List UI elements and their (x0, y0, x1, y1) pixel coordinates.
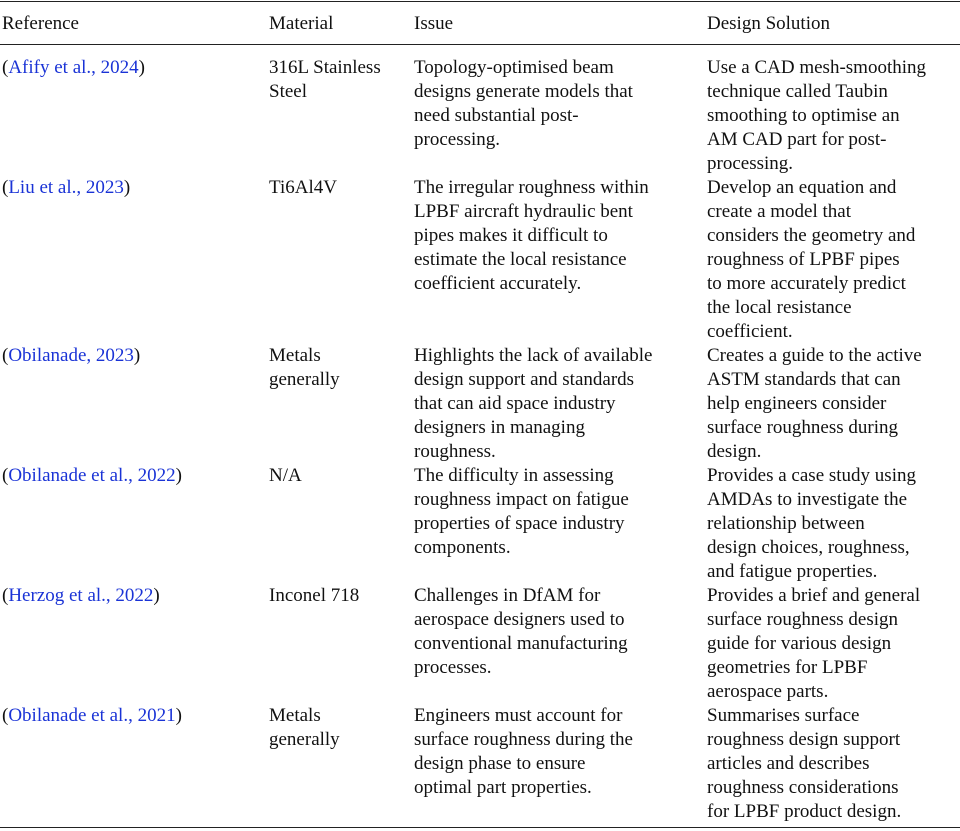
issue-cell-line: pipes makes it difficult to (414, 225, 608, 246)
table-header-rule (0, 44, 960, 45)
issue-cell-line: roughness. (414, 441, 496, 462)
solution-cell-line: Provides a brief and general (707, 585, 921, 606)
reference-close-paren: ) (175, 705, 182, 726)
issue-cell-line: designs generate models that (414, 81, 633, 102)
citation-link[interactable]: Obilanade et al., 2022 (8, 465, 176, 486)
reference-cell (2, 56, 260, 80)
material-cell-line: Steel (269, 81, 307, 102)
solution-cell-line: surface roughness during (707, 417, 899, 438)
issue-cell (414, 344, 714, 464)
issue-cell-line: The irregular roughness within (414, 177, 649, 198)
material-cell-line: 316L Stainless (269, 57, 381, 78)
citation-link[interactable]: Obilanade, 2023 (8, 345, 134, 366)
reference-cell (2, 344, 260, 368)
material-cell (269, 56, 422, 104)
reference-cell (2, 704, 260, 728)
material-cell (269, 584, 422, 608)
solution-cell-line: processing. (707, 153, 794, 174)
issue-cell (414, 704, 714, 800)
issue-cell-line: LPBF aircraft hydraulic bent (414, 201, 633, 222)
material-cell (269, 704, 422, 752)
issue-cell-line: Highlights the lack of available (414, 345, 653, 366)
issue-cell (414, 56, 714, 152)
reference-open-paren: ( (2, 465, 9, 486)
issue-cell-line: properties of space industry (414, 513, 625, 534)
solution-cell-line: and fatigue properties. (707, 561, 878, 582)
solution-cell-line: Summarises surface (707, 705, 860, 726)
issue-cell-line: estimate the local resistance (414, 249, 627, 270)
header-design-solution: Design Solution (707, 13, 830, 34)
reference-open-paren: ( (2, 345, 9, 366)
solution-cell (707, 464, 960, 584)
header-reference: Reference (2, 13, 79, 34)
issue-cell (414, 176, 714, 296)
reference-close-paren: ) (138, 57, 145, 78)
material-cell-line: Metals (269, 705, 321, 726)
solution-cell (707, 56, 960, 176)
issue-cell-line: Challenges in DfAM for (414, 585, 601, 606)
material-cell-line: N/A (269, 465, 302, 486)
issue-cell-line: design phase to ensure (414, 753, 586, 774)
solution-cell (707, 176, 960, 344)
solution-cell-line: Provides a case study using (707, 465, 916, 486)
issue-cell-line: Engineers must account for (414, 705, 623, 726)
reference-close-paren: ) (153, 585, 160, 606)
citation-link[interactable]: Obilanade et al., 2021 (8, 705, 176, 726)
issue-cell-line: coefficient accurately. (414, 273, 582, 294)
solution-cell-line: geometries for LPBF (707, 657, 868, 678)
solution-cell-line: for LPBF product design. (707, 801, 902, 822)
citation-link[interactable]: Afify et al., 2024 (8, 57, 139, 78)
reference-close-paren: ) (123, 177, 131, 198)
solution-cell (707, 584, 960, 704)
solution-cell-line: Creates a guide to the active (707, 345, 922, 366)
header-material: Material (269, 13, 334, 34)
material-cell-line: Ti6Al4V (269, 177, 337, 198)
material-cell-line: generally (269, 729, 340, 750)
issue-cell-line: roughness impact on fatigue (414, 489, 629, 510)
issue-cell-line: conventional manufacturing (414, 633, 628, 654)
solution-cell-line: technique called Taubin (707, 81, 888, 102)
citation-link[interactable]: Liu et al., 2023 (8, 177, 124, 198)
solution-cell-line: roughness considerations (707, 777, 899, 798)
solution-cell-line: the local resistance (707, 297, 852, 318)
material-cell-line: Metals (269, 345, 321, 366)
table-header-row (0, 10, 960, 38)
solution-cell-line: ASTM standards that can (707, 369, 901, 390)
issue-cell-line: aerospace designers used to (414, 609, 625, 630)
solution-cell-line: design. (707, 441, 762, 462)
solution-cell-line: roughness of LPBF pipes (707, 249, 900, 270)
solution-cell-line: Use a CAD mesh-smoothing (707, 57, 927, 78)
citation-link[interactable]: Herzog et al., 2022 (8, 585, 154, 606)
material-cell (269, 344, 422, 392)
issue-cell-line: processes. (414, 657, 492, 678)
issue-cell-line: design support and standards (414, 369, 635, 390)
solution-cell-line: AMDAs to investigate the (707, 489, 908, 510)
reference-open-paren: ( (2, 57, 9, 78)
material-cell (269, 464, 422, 488)
solution-cell-line: guide for various design (707, 633, 892, 654)
issue-cell-line: components. (414, 537, 511, 558)
issue-cell-line: processing. (414, 129, 501, 150)
table-top-rule (0, 1, 960, 2)
solution-cell-line: roughness design support (707, 729, 901, 750)
material-cell-line: generally (269, 369, 340, 390)
issue-cell (414, 464, 714, 560)
solution-cell-line: design choices, roughness, (707, 537, 910, 558)
reference-open-paren: ( (2, 705, 9, 726)
solution-cell-line: articles and describes (707, 753, 870, 774)
solution-cell-line: aerospace parts. (707, 681, 829, 702)
solution-cell-line: to more accurately predict (707, 273, 906, 294)
issue-cell-line: optimal part properties. (414, 777, 592, 798)
solution-cell (707, 704, 960, 824)
solution-cell-line: help engineers consider (707, 393, 887, 414)
solution-cell (707, 344, 960, 464)
issue-cell-line: Topology-optimised beam (414, 57, 614, 78)
solution-cell-line: considers the geometry and (707, 225, 916, 246)
material-cell (269, 176, 422, 200)
table-bottom-rule (0, 827, 960, 828)
reference-close-paren: ) (133, 345, 141, 366)
reference-cell (2, 464, 260, 488)
issue-cell (414, 584, 714, 680)
reference-cell (2, 176, 260, 200)
reference-open-paren: ( (2, 585, 9, 606)
material-cell-line: Inconel 718 (269, 585, 360, 606)
solution-cell-line: relationship between (707, 513, 865, 534)
solution-cell-line: Develop an equation and (707, 177, 897, 198)
reference-open-paren: ( (2, 177, 9, 198)
issue-cell-line: need substantial post- (414, 105, 579, 126)
issue-cell-line: The difficulty in assessing (414, 465, 614, 486)
solution-cell-line: AM CAD part for post- (707, 129, 887, 150)
reference-cell (2, 584, 260, 608)
solution-cell-line: surface roughness design (707, 609, 899, 630)
solution-cell-line: create a model that (707, 201, 852, 222)
issue-cell-line: surface roughness during the (414, 729, 633, 750)
reference-close-paren: ) (175, 465, 182, 486)
issue-cell-line: that can aid space industry (414, 393, 616, 414)
issue-cell-line: designers in managing (414, 417, 585, 438)
header-issue: Issue (414, 13, 454, 34)
solution-cell-line: smoothing to optimise an (707, 105, 900, 126)
solution-cell-line: coefficient. (707, 321, 793, 342)
